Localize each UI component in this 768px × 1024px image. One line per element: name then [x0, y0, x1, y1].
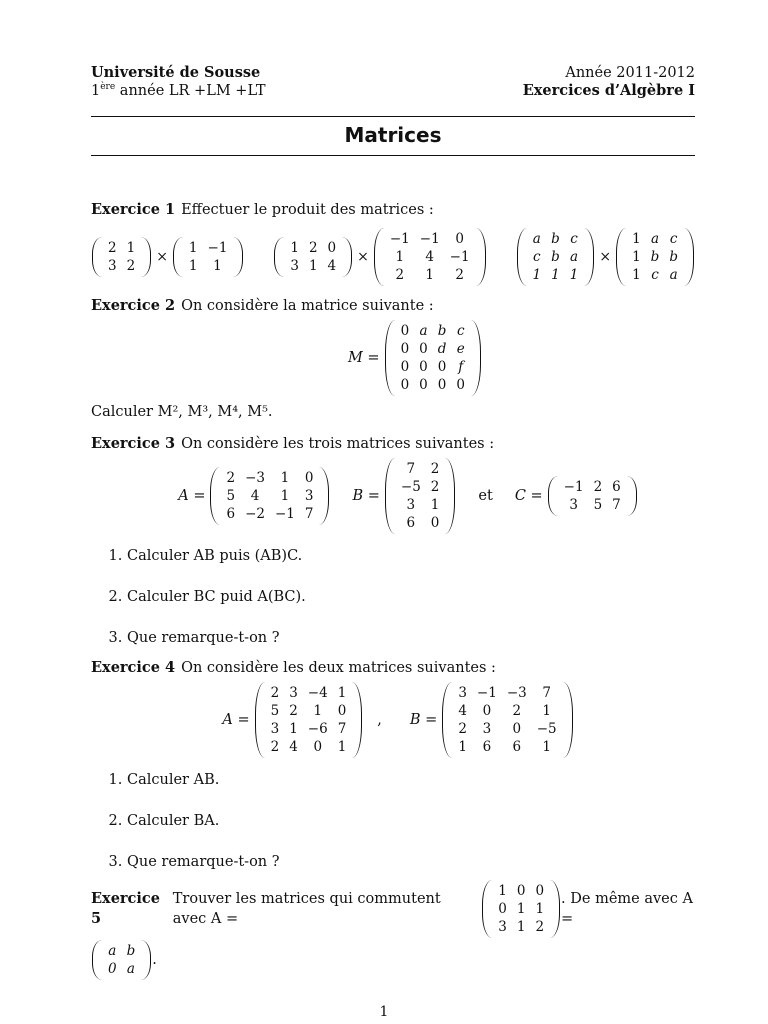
matrix-entry: 1	[458, 739, 467, 755]
matrix-entry: 1	[551, 267, 560, 283]
document-page	[91, 64, 695, 980]
matrix-entry: 6	[612, 479, 621, 495]
matrix-entry: 0	[516, 883, 526, 899]
matrix-row	[396, 478, 445, 496]
matrix-entry: b	[126, 943, 136, 959]
matrix-entry: 1	[569, 267, 579, 283]
matrix-row	[266, 720, 352, 738]
matrix-row	[528, 266, 584, 284]
matrix-entry: −1	[274, 506, 295, 522]
matrix-entry: 1	[498, 883, 507, 899]
exercise-text: Effectuer le produit des matrices :	[181, 202, 434, 218]
matrix-entry: 3	[406, 497, 416, 513]
matrix	[373, 228, 487, 286]
matrix-entry: b	[669, 249, 678, 265]
matrix-entry: −4	[307, 685, 328, 701]
matrix-entry: 5	[270, 703, 280, 719]
matrix-M	[384, 320, 482, 396]
matrix-entry: 0	[419, 359, 428, 375]
matrix-entry: 7	[612, 497, 621, 513]
matrix-entry: 5	[226, 488, 236, 504]
matrix-entry: −3	[245, 470, 265, 486]
matrix	[172, 237, 245, 277]
matrix-row	[493, 882, 549, 900]
matrix-row	[453, 738, 561, 756]
matrix-row	[396, 514, 445, 532]
exercise-label: Exercice 2	[91, 297, 176, 314]
matrix-entry: 3	[304, 488, 314, 504]
ex3-matrices	[91, 458, 695, 534]
matrix-entry: 1	[632, 249, 641, 265]
matrix-entry: 1	[188, 240, 198, 256]
ex4-questions	[91, 770, 695, 872]
matrix-entry: 0	[337, 703, 347, 719]
matrix-row	[266, 702, 352, 720]
matrix-entry: 2	[458, 721, 467, 737]
matrix-entry: 7	[337, 721, 347, 737]
matrix-entry: 6	[226, 506, 236, 522]
matrix-entry: 0	[313, 739, 323, 755]
matrix-entry: e	[456, 341, 465, 357]
matrix-entries	[396, 460, 445, 532]
matrix-entry: 1	[532, 267, 542, 283]
exercise-4	[91, 658, 695, 678]
list-item: 1. Calculer AB.	[127, 770, 695, 790]
exercise-label: Exercice 4	[91, 659, 176, 676]
matrix-entry: 0	[400, 359, 410, 375]
ex3-questions	[91, 546, 695, 648]
exercise-label: Exercice 1	[91, 201, 176, 218]
matrix-row	[396, 496, 445, 514]
matrix-entry: 0	[419, 377, 428, 393]
matrix-entry: −3	[506, 685, 527, 701]
page-number: 1	[379, 1004, 389, 1020]
matrix-row	[103, 257, 140, 275]
matrix-A2	[91, 940, 152, 980]
matrix-entry: 1	[425, 267, 435, 283]
matrix-entry: 0	[327, 240, 337, 256]
matrix-entry: 1	[535, 901, 545, 917]
matrix	[516, 228, 596, 286]
matrix-row	[396, 340, 470, 358]
matrix-entry: 1	[337, 739, 347, 755]
matrix-row	[627, 230, 683, 248]
document-header	[91, 64, 695, 100]
matrix-entry: 5	[593, 497, 603, 513]
matrix-entries	[627, 230, 683, 284]
matrix-entry: c	[669, 231, 678, 247]
matrix-entry: 1	[308, 258, 318, 274]
times-sign: ×	[599, 249, 612, 265]
matrix-entries	[266, 684, 352, 756]
matrix-entry: 1	[632, 231, 641, 247]
matrix-row	[266, 684, 352, 702]
matrix-entry: a	[532, 231, 541, 247]
matrix-entry: 3	[458, 685, 467, 701]
matrix-entry: 0	[512, 721, 522, 737]
matrix-entry: 0	[437, 359, 447, 375]
matrix-entry: a	[650, 231, 660, 247]
page-title: Matrices	[344, 123, 442, 147]
matrix	[273, 237, 353, 277]
matrix-entry: 3	[289, 685, 298, 701]
matrix-entry: 0	[430, 515, 440, 531]
times-sign: ×	[357, 249, 369, 265]
list-item: 2. Calculer BC puid A(BC).	[127, 587, 695, 607]
matrix-entries	[221, 469, 318, 523]
matrix-entry: b	[551, 249, 560, 265]
year-level: 1ère année LR +LM +LT	[91, 82, 266, 99]
matrix-entry: 1	[516, 919, 526, 935]
matrix-row	[627, 266, 683, 284]
matrix-entry: −6	[307, 721, 328, 737]
ex2-matrix-row	[91, 320, 695, 396]
matrix-entry: 2	[126, 258, 136, 274]
matrix-entry: a	[419, 323, 428, 339]
exercise-text: Trouver les matrices qui commutent avec A =	[172, 891, 441, 927]
matrix-entry: 0	[535, 883, 545, 899]
exercise-text: On considère les trois matrices suivantes :	[181, 436, 495, 452]
matrix-entry: −1	[476, 685, 497, 701]
matrix-entry: −1	[563, 479, 584, 495]
matrix-entry: 1	[280, 470, 290, 486]
matrix-entry: 1	[188, 258, 198, 274]
matrix-name: B =	[409, 712, 438, 728]
matrix-row	[528, 230, 584, 248]
matrix-row	[396, 322, 470, 340]
list-item: 3. Que remarque-t-on ?	[127, 628, 695, 648]
product-3	[516, 228, 695, 286]
matrix-row	[528, 248, 584, 266]
exercise-label: Exercice 3	[91, 435, 176, 452]
matrix-row	[103, 239, 140, 257]
matrix-entry: 4	[425, 249, 435, 265]
matrix-entries	[385, 230, 475, 284]
matrix-entry: a	[108, 943, 117, 959]
matrix-entry: 7	[406, 461, 416, 477]
matrix-entry: a	[570, 249, 579, 265]
matrix-entry: 3	[290, 258, 299, 274]
matrix-entries	[528, 230, 584, 284]
matrix-entry: 2	[226, 470, 236, 486]
matrix-entry: 1	[542, 739, 551, 755]
matrix-name: B =	[352, 488, 380, 504]
matrix-A	[254, 682, 364, 758]
matrix-entry: 3	[498, 919, 507, 935]
matrix-row	[627, 248, 683, 266]
matrix-entry: c	[533, 249, 541, 265]
matrix-entry: 1	[516, 901, 526, 917]
matrix-entry: a	[126, 961, 135, 977]
conjunction: et	[478, 488, 493, 504]
matrix-entry: c	[651, 267, 659, 283]
ex1-products	[91, 228, 695, 286]
matrix-entry: 1	[280, 488, 290, 504]
ex5-second-matrix	[91, 940, 695, 980]
matrix-entry: a	[669, 267, 678, 283]
matrix-entry: 2	[512, 703, 522, 719]
matrix-entry: 2	[395, 267, 405, 283]
matrix-entry: 2	[270, 739, 280, 755]
matrix-entry: 2	[289, 703, 298, 719]
product-1	[91, 237, 244, 277]
matrix-entry: 1	[430, 497, 440, 513]
matrix-row	[559, 496, 626, 514]
matrix-entry: −1	[389, 231, 410, 247]
matrix-row	[493, 900, 549, 918]
exercise-text: On considère la matrice suivante :	[181, 298, 434, 314]
matrix-entry: c	[570, 231, 578, 247]
matrix-entry: −5	[400, 479, 421, 495]
matrix-entries	[184, 239, 233, 275]
matrix-entry: b	[650, 249, 660, 265]
matrix-row	[103, 942, 140, 960]
matrix-entry: b	[437, 323, 447, 339]
matrix-entry: 1	[632, 267, 641, 283]
matrix-entry: 1	[213, 258, 222, 274]
matrix-entries	[559, 478, 626, 514]
matrix-entry: 1	[395, 249, 405, 265]
matrix-entry: d	[437, 341, 447, 357]
matrix-entry: 2	[108, 240, 117, 256]
matrix-entry: 3	[108, 258, 117, 274]
matrix-entries	[103, 942, 140, 978]
matrix-entry: 2	[455, 267, 464, 283]
matrix-entry: 0	[456, 377, 466, 393]
matrix-row	[559, 478, 626, 496]
ex2-question: Calculer M², M³, M⁴, M⁵.	[91, 404, 273, 420]
matrix-entry: 3	[569, 497, 578, 513]
exercise-5	[91, 880, 695, 938]
matrix-entry: 6	[512, 739, 522, 755]
matrix-entry: 0	[304, 470, 314, 486]
matrix-entry: 4	[458, 703, 467, 719]
matrix-row	[103, 960, 140, 978]
matrix	[91, 237, 152, 277]
list-item: 2. Calculer BA.	[127, 811, 695, 831]
matrix-row	[396, 460, 445, 478]
matrix-entry: −1	[419, 231, 440, 247]
matrix-entry: 3	[482, 721, 492, 737]
matrix-entry: 4	[289, 739, 298, 755]
list-item: 3. Que remarque-t-on ?	[127, 852, 695, 872]
list-item: 1. Calculer AB puis (AB)C.	[127, 546, 695, 566]
matrix-A	[209, 467, 330, 525]
matrix-entry: 1	[337, 685, 347, 701]
matrix-entry: 2	[593, 479, 603, 495]
ex4-matrices	[91, 682, 695, 758]
matrix-row	[396, 376, 470, 394]
matrix-entry: 0	[419, 341, 428, 357]
matrix-row	[385, 266, 475, 284]
matrix-entry: 0	[437, 377, 447, 393]
matrix-entry: 1	[313, 703, 323, 719]
matrix-entry: 4	[327, 258, 337, 274]
matrix-entries	[493, 882, 549, 936]
matrix-C	[547, 476, 638, 516]
matrix-B	[384, 458, 457, 534]
exercise-1	[91, 200, 695, 220]
matrix-name: A =	[222, 712, 250, 728]
matrix-entry: 2	[430, 479, 440, 495]
matrix-entry: 0	[108, 961, 117, 977]
comma: ,	[377, 712, 382, 728]
matrix-entry: 1	[290, 240, 299, 256]
matrix-A	[481, 880, 561, 938]
matrix-row	[184, 239, 233, 257]
matrix-row	[396, 358, 470, 376]
matrix-row	[453, 684, 561, 702]
matrix-entries	[103, 239, 140, 275]
matrix-row	[266, 738, 352, 756]
matrix-entry: −5	[536, 721, 557, 737]
matrix-name: A =	[178, 488, 206, 504]
matrix-entry: 3	[270, 721, 280, 737]
matrix-row	[453, 702, 561, 720]
matrix-entry: 0	[400, 341, 410, 357]
matrix-entry: 7	[542, 685, 551, 701]
times-sign: ×	[156, 249, 168, 265]
matrix-entry: 0	[498, 901, 507, 917]
matrix-row	[221, 469, 318, 487]
university-name: Université de Sousse	[91, 64, 261, 81]
exercise-label: Exercice 5	[91, 890, 160, 927]
matrix-name: M =	[347, 350, 380, 366]
matrix-entry: 0	[400, 377, 410, 393]
product-2	[273, 228, 486, 286]
course-name: Exercices d’Algèbre I	[522, 82, 695, 99]
matrix-entry: 0	[482, 703, 492, 719]
matrix	[615, 228, 695, 286]
matrix-row	[221, 505, 318, 523]
matrix-entry: b	[551, 231, 560, 247]
matrix-entries	[453, 684, 561, 756]
matrix-entry: 2	[535, 919, 545, 935]
matrix-entry: 0	[400, 323, 410, 339]
matrix-entry: −1	[449, 249, 470, 265]
matrix-entry: f	[458, 359, 464, 375]
matrix-entry: 2	[270, 685, 280, 701]
matrix-entry: 7	[304, 506, 314, 522]
bottom-rule	[91, 155, 695, 156]
matrix-entry: 0	[455, 231, 464, 247]
matrix-entry: 1	[289, 721, 298, 737]
matrix-row	[285, 257, 341, 275]
matrix-row	[493, 918, 549, 936]
exercise-2	[91, 296, 695, 316]
matrix-entry: c	[456, 323, 465, 339]
matrix-entry: −2	[245, 506, 265, 522]
exercise-text: On considère les deux matrices suivantes :	[181, 660, 496, 676]
matrix-row	[221, 487, 318, 505]
matrix-entry: 6	[482, 739, 492, 755]
matrix-entry: 1	[542, 703, 551, 719]
matrix-entry: 1	[126, 240, 136, 256]
matrix-entry: 2	[430, 461, 440, 477]
matrix-entry: 6	[406, 515, 416, 531]
matrix-row	[385, 230, 475, 248]
matrix-entries	[285, 239, 341, 275]
matrix-entries	[396, 322, 470, 394]
exercise-3	[91, 434, 695, 454]
exercise-text-2: . De même avec A =	[561, 891, 693, 927]
matrix-B	[441, 682, 573, 758]
matrix-row	[285, 239, 341, 257]
matrix-entry: −1	[207, 240, 228, 256]
matrix-row	[385, 248, 475, 266]
matrix-entry: 4	[250, 488, 260, 504]
matrix-entry: 2	[308, 240, 318, 256]
matrix-row	[453, 720, 561, 738]
period: .	[152, 952, 157, 968]
matrix-name: C =	[514, 488, 543, 504]
academic-year: Année 2011-2012	[565, 65, 695, 81]
matrix-row	[184, 257, 233, 275]
